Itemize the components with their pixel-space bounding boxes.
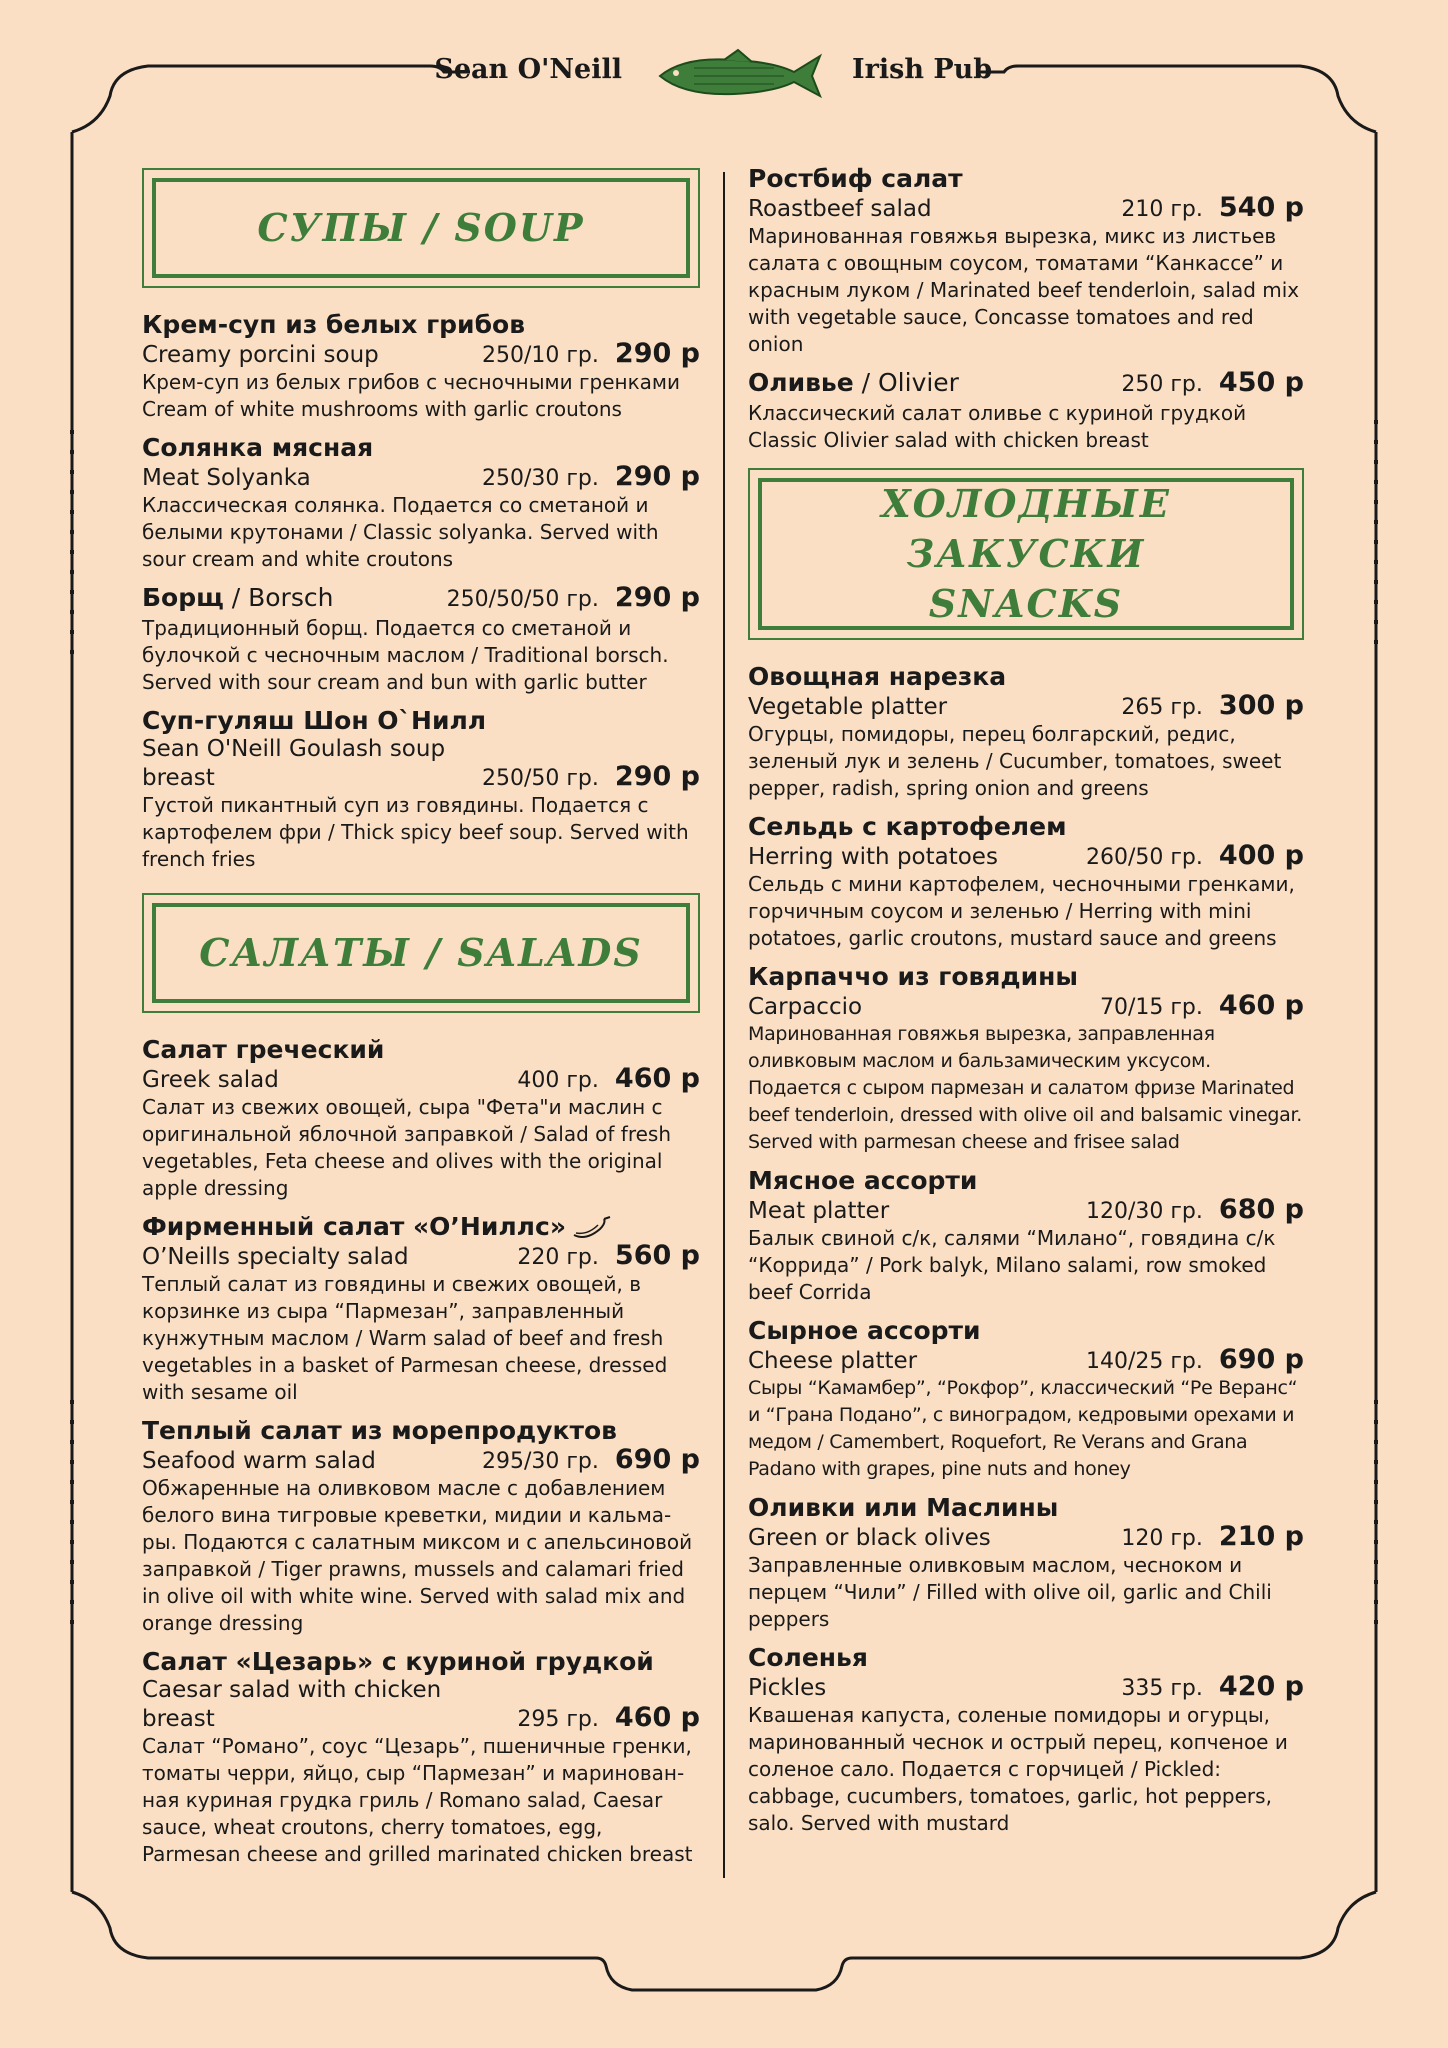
item-price: 460 р bbox=[614, 1702, 700, 1733]
item-name-ru: Сырное ассорти bbox=[748, 1316, 981, 1345]
item-name-ru: Крем-суп из белых грибов bbox=[142, 310, 526, 339]
menu-item bbox=[748, 1166, 1304, 1306]
item-description: Огурцы, помидоры, перец болгарский, редис, зеленый лук и зелень / Cucumber, tomatoes, sweet pepper, radish, spring onion and greens bbox=[748, 722, 1282, 800]
left-column bbox=[142, 168, 700, 1878]
menu-item bbox=[748, 662, 1304, 802]
chili-pepper-icon bbox=[572, 1215, 612, 1241]
item-weight: 295/30 гр. bbox=[481, 1449, 599, 1474]
item-description: Теплый салат из говядины и свежих овощей, в корзинке из сыра “Пармезан”, заправленный кунжутным маслом / Warm salad of beef and fresh vegetables in a basket of Parmesan cheese, dressed with sesame oil bbox=[142, 1272, 668, 1404]
item-description: Салат из свежих овощей, сыра "Фета"и маслин с оригинальной яблочной заправкой / Salad of fresh vegetables, Feta cheese and olives with the original apple dressing bbox=[142, 1095, 672, 1200]
item-weight: 220 гр. bbox=[517, 1245, 599, 1270]
item-price: 690 р bbox=[614, 1444, 700, 1475]
snacks-section-title-ru: ХОЛОДНЫЕ ЗАКУСКИ bbox=[881, 481, 1171, 576]
right-column bbox=[748, 164, 1304, 1847]
item-name-en: Carpaccio bbox=[748, 994, 863, 1020]
item-description: Заправленные оливковым маслом, чесноком и перцем “Чили” / Filled with olive oil, garlic and Chili peppers bbox=[748, 1553, 1272, 1631]
item-price: 300 р bbox=[1218, 690, 1304, 721]
item-price: 290 р bbox=[614, 761, 700, 792]
item-weight: 120 гр. bbox=[1121, 1526, 1203, 1551]
item-description: Квашеная капуста, соленые помидоры и огурцы, маринованный чеснок и острый перец, копченое и соленое сало. Подается с горчицей / Pickled: cabbage, cucumbers, tomatoes, garlic, hot peppers, salo. Served with mustard bbox=[748, 1703, 1288, 1835]
item-weight: 210 гр. bbox=[1121, 197, 1203, 222]
item-name-en: Meat platter bbox=[748, 1198, 890, 1224]
item-description: Маринованная говяжья вырезка, микс из листьев салата с овощным соусом, томатами “Канкассе” и красным луком / Marinated beef tenderloin, salad mix with vegetable sauce, Concasse tomatoes and red onion bbox=[748, 224, 1300, 356]
soup-section-header bbox=[142, 168, 700, 288]
menu-item bbox=[748, 1493, 1304, 1633]
menu-item bbox=[142, 583, 700, 696]
salad-section-title: САЛАТЫ / SALADS bbox=[199, 930, 643, 975]
menu-item bbox=[748, 164, 1304, 358]
item-name-en: Vegetable platter bbox=[748, 694, 948, 720]
item-description: Сельдь с мини картофелем, чесночными гренками, горчичным соусом и зеленью / Herring with mini potatoes, garlic croutons, mustard sauce and greens bbox=[748, 872, 1295, 950]
item-description: Классический салат оливье с куриной грудкой Classic Olivier salad with chicken breast bbox=[748, 401, 1247, 452]
item-description: Классическая солянка. Подается со сметаной и белыми крутонами / Classic solyanka. Served with sour cream and white croutons bbox=[142, 493, 659, 571]
menu-item bbox=[142, 1035, 700, 1202]
item-weight: 400 гр. bbox=[517, 1068, 599, 1093]
item-description: Балык свиной с/к, салями “Милано“, говядина с/к “Коррида” / Pork balyk, Milano salami, row smoked beef Corrida bbox=[748, 1226, 1276, 1304]
item-name-en: Caesar salad with chicken bbox=[142, 1677, 442, 1703]
item-name-ru: Теплый салат из морепродуктов bbox=[142, 1416, 617, 1445]
item-price: 290 р bbox=[614, 338, 700, 369]
item-description: Обжаренные на оливковом масле с добавлением белого вина тигровые креветки, мидии и кальма-ры. Подаются с салатным миксом и с апельсиновой заправкой / Tiger prawns, mussels and calamari fried in olive oil with white wine. Served with salad mix and orange dressing bbox=[142, 1476, 693, 1635]
item-name-ru: Сельдь с картофелем bbox=[748, 812, 1067, 841]
menu-item bbox=[142, 1416, 700, 1637]
item-name-ru: Оливье bbox=[748, 368, 854, 397]
item-price: 460 р bbox=[614, 1063, 700, 1094]
menu-item bbox=[748, 812, 1304, 952]
item-name-en: Green or black olives bbox=[748, 1525, 991, 1551]
item-price: 450 р bbox=[1218, 367, 1304, 398]
item-description: Крем-суп из белых грибов с чесночными гренками Cream of white mushrooms with garlic croutons bbox=[142, 370, 680, 421]
menu-item bbox=[748, 368, 1304, 454]
item-name-ru: Ростбиф салат bbox=[748, 164, 963, 193]
item-name-en: / Olivier bbox=[861, 368, 959, 397]
item-name-en: / Borsch bbox=[231, 583, 334, 612]
menu-item bbox=[142, 310, 700, 423]
item-name-en-cont: breast bbox=[142, 765, 215, 791]
menu-item bbox=[748, 1316, 1304, 1483]
item-name-ru: Салат греческий bbox=[142, 1035, 385, 1064]
item-price: 290 р bbox=[614, 582, 700, 613]
snacks-section-title-en: SNACKS bbox=[928, 581, 1124, 626]
pub-name-right: Irish Pub bbox=[852, 54, 993, 85]
menu-item bbox=[142, 706, 700, 873]
item-name-ru: Фирменный салат «О’Ниллс» bbox=[142, 1212, 566, 1241]
item-description: Густой пикантный суп из говядины. Подается с картофелем фри / Thick spicy beef soup. Served with french fries bbox=[142, 793, 689, 871]
soup-section-title: СУПЫ / SOUP bbox=[257, 205, 585, 250]
pub-name-left: Sean O'Neill bbox=[434, 54, 622, 85]
item-weight: 250 гр. bbox=[1121, 372, 1203, 397]
item-weight: 250/30 гр. bbox=[481, 466, 599, 491]
item-description: Маринованная говяжья вырезка, заправленная оливковым маслом и бальзамическим уксусом. Подается с сыром пармезан и салатом фризе Marinated beef tenderloin, dressed with olive oil and balsamic vinegar. Served with parmesan cheese and frisee salad bbox=[748, 1023, 1303, 1153]
menu-item bbox=[142, 433, 700, 573]
menu-item bbox=[748, 962, 1304, 1156]
menu-item bbox=[142, 1212, 700, 1406]
item-name-ru: Оливки или Маслины bbox=[748, 1493, 1059, 1522]
item-name-en: Sean O'Neill Goulash soup bbox=[142, 736, 446, 762]
item-name-en: O’Neills specialty salad bbox=[142, 1244, 409, 1270]
item-weight: 250/50/50 гр. bbox=[446, 587, 599, 612]
item-name-ru: Овощная нарезка bbox=[748, 662, 1007, 691]
item-price: 290 р bbox=[614, 461, 700, 492]
menu-header bbox=[0, 46, 1448, 96]
item-weight: 265 гр. bbox=[1121, 695, 1203, 720]
item-price: 690 р bbox=[1218, 1344, 1304, 1375]
item-name-en: Creamy porcini soup bbox=[142, 342, 379, 368]
item-description: Традиционный борщ. Подается со сметаной и булочкой с чесночным маслом / Traditional borsch. Served with sour cream and bun with garlic butter bbox=[142, 616, 669, 694]
item-weight: 335 гр. bbox=[1121, 1676, 1203, 1701]
item-name-en: Roastbeef salad bbox=[748, 196, 932, 222]
item-name-ru: Соленья bbox=[748, 1643, 868, 1672]
item-weight: 260/50 гр. bbox=[1085, 845, 1203, 870]
column-divider bbox=[723, 172, 725, 1878]
item-name-en: Meat Solyanka bbox=[142, 465, 311, 491]
item-name-en-cont: breast bbox=[142, 1706, 215, 1732]
menu-item bbox=[142, 1647, 700, 1868]
item-price: 400 р bbox=[1218, 840, 1304, 871]
item-price: 540 р bbox=[1218, 192, 1304, 223]
item-name-ru: Салат «Цезарь» с куриной грудкой bbox=[142, 1647, 654, 1676]
item-name-ru: Суп-гуляш Шон О`Нилл bbox=[142, 706, 487, 735]
item-name-ru: Солянка мясная bbox=[142, 433, 374, 462]
item-weight: 140/25 гр. bbox=[1085, 1349, 1203, 1374]
item-name-en: Herring with potatoes bbox=[748, 844, 998, 870]
item-name-ru: Мясное ассорти bbox=[748, 1166, 978, 1195]
snacks-section-header bbox=[748, 468, 1304, 640]
item-name-ru: Борщ bbox=[142, 583, 224, 612]
item-weight: 295 гр. bbox=[517, 1707, 599, 1732]
item-name-en: Seafood warm salad bbox=[142, 1448, 376, 1474]
menu-item bbox=[748, 1643, 1304, 1837]
item-price: 560 р bbox=[614, 1240, 700, 1271]
item-weight: 70/15 гр. bbox=[1099, 995, 1203, 1020]
item-description: Салат “Романо”, соус “Цезарь”, пшеничные гренки, томаты черри, яйцо, сыр “Пармезан” и маринован-ная куриная грудка гриль / Romano salad, Caesar sauce, wheat croutons, cherry tomatoes, egg, Parmesan cheese and grilled marinated chicken breast bbox=[142, 1734, 693, 1866]
fish-icon bbox=[654, 46, 824, 106]
item-weight: 250/50 гр. bbox=[481, 766, 599, 791]
item-name-en: Pickles bbox=[748, 1675, 827, 1701]
item-price: 420 р bbox=[1218, 1671, 1304, 1702]
item-weight: 120/30 гр. bbox=[1085, 1199, 1203, 1224]
item-price: 460 р bbox=[1218, 990, 1304, 1021]
item-description: Сыры “Камамбер”, “Рокфор”, классический “Ре Веранс“ и “Грана Подано”, с виноградом, кедровыми орехами и медом / Camembert, Roquefort, Re Verans and Grana Padano with grapes, pine nuts and honey bbox=[748, 1377, 1298, 1480]
item-price: 680 р bbox=[1218, 1194, 1304, 1225]
item-weight: 250/10 гр. bbox=[481, 343, 599, 368]
item-name-en: Greek salad bbox=[142, 1067, 279, 1093]
item-price: 210 р bbox=[1218, 1521, 1304, 1552]
item-name-ru: Карпаччо из говядины bbox=[748, 962, 1078, 991]
salad-section-header bbox=[142, 893, 700, 1013]
item-name-en: Cheese platter bbox=[748, 1348, 918, 1374]
